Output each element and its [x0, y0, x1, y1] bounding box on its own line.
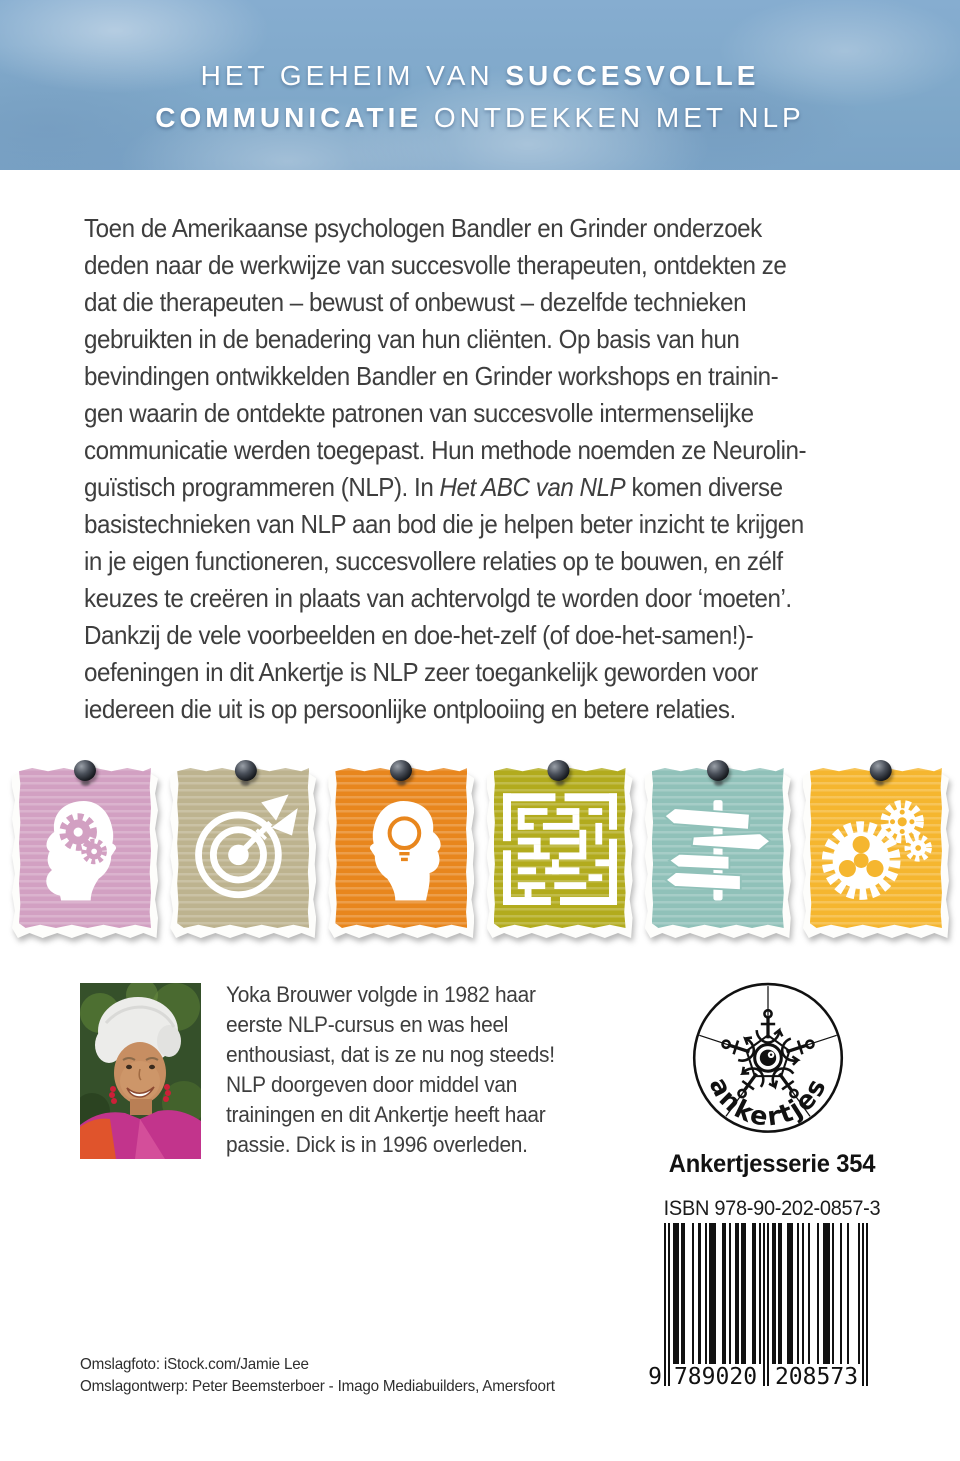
- pushpin-icon: [390, 760, 412, 786]
- tile-face: [652, 768, 784, 928]
- title-line-2: [0, 102, 960, 134]
- barcode-digit-group: 208573: [772, 1364, 861, 1390]
- dart-target-icon: [186, 791, 300, 905]
- design-credit: Omslagontwerp: Peter Beemsterboer - Imago Mediabuilders, Amersfoort: [80, 1378, 555, 1395]
- tile-face: [177, 768, 309, 928]
- tile-head-gears: [12, 760, 158, 940]
- signpost-icon: [661, 791, 775, 905]
- gears-icon: [819, 791, 933, 905]
- tile-gears: [803, 760, 949, 940]
- title-bold: SUCCESVOLLE: [505, 60, 760, 91]
- credits: [80, 1354, 555, 1398]
- logo-text: ankertjes: [702, 1072, 834, 1133]
- barcode-digit-group: 789020: [671, 1364, 760, 1390]
- pushpin-icon: [234, 759, 259, 787]
- tile-dart-target: [170, 760, 316, 940]
- tile-face: [810, 768, 942, 928]
- title-band: [0, 0, 960, 170]
- barcode-digit-group: 9: [648, 1364, 662, 1390]
- ankertjes-logo-icon: [686, 982, 850, 1146]
- author-photo: [80, 983, 201, 1159]
- title-bold: COMMUNICATIE: [155, 102, 423, 133]
- tile-signpost: [645, 760, 791, 940]
- tile-face: [19, 768, 151, 928]
- tile-head-lightbulb: [328, 760, 474, 940]
- head-lightbulb-icon: [344, 791, 458, 905]
- title-regular: HET GEHEIM VAN: [200, 60, 506, 91]
- author-bio: Yoka Brouwer volgde in 1982 haar eerste NLP-cursus en was heel enthousiast, dat is ze nu nog steeds! NLP doorgeven door middel van trainingen en dit Ankertje heeft haar passie. Dick is in 1996 overleden.: [226, 982, 555, 1157]
- series-label: Ankertjesserie 354: [668, 1150, 876, 1178]
- icon-tile-row: [12, 760, 949, 942]
- title-regular: ONTDEKKEN MET NLP: [422, 102, 805, 133]
- publisher-logo: [686, 982, 850, 1146]
- title-line-1: [0, 60, 960, 92]
- tile-maze: [487, 760, 633, 940]
- blurb: Toen de Amerikaanse psychologen Bandler en Grinder onderzoek deden naar de werkwijze van succesvolle therapeuten, ontdekten ze dat die therapeuten – bewust of onbewust – dezelfde technieken gebruikten in de benadering van hun cliënten. Op basis van hun bevindingen ontwikkelden Bandler en Grinder workshops en trainin- gen waarin de ontdekte patronen van succesvolle intermenselijke communicatie werden toegepast. Hun methode noemden ze Neurolin- guïstisch programmeren (NLP). In Het ABC van NLP komen diverse basistechnieken van NLP aan bod die je helpen beter inzicht te krijgen in je eigen functioneren, succesvollere relaties op te bouwen, en zélf keuzes te creëren in plaats van achtervolgd te worden door ‘moeten’. Dankzij de vele voorbeelden en doe-het-zelf (of doe-het-samen!)- oefeningen in dit Ankertje is NLP zeer toegankelijk geworden voor iedereen die uit is op persoonlijke ontplooiing en betere relaties.: [84, 213, 807, 724]
- photo-credit: Omslagfoto: iStock.com/Jamie Lee: [80, 1356, 309, 1373]
- tile-face: [335, 768, 467, 928]
- pushpin-icon: [74, 760, 96, 786]
- pushpin-icon: [868, 759, 893, 788]
- isbn-label: ISBN 978-90-202-0857-3: [663, 1197, 881, 1220]
- pushpin-icon: [546, 759, 570, 787]
- barcode: [648, 1223, 870, 1391]
- pushpin-icon: [707, 760, 729, 786]
- head-gears-icon: [28, 791, 142, 905]
- maze-icon: [503, 791, 617, 905]
- tile-face: [494, 768, 626, 928]
